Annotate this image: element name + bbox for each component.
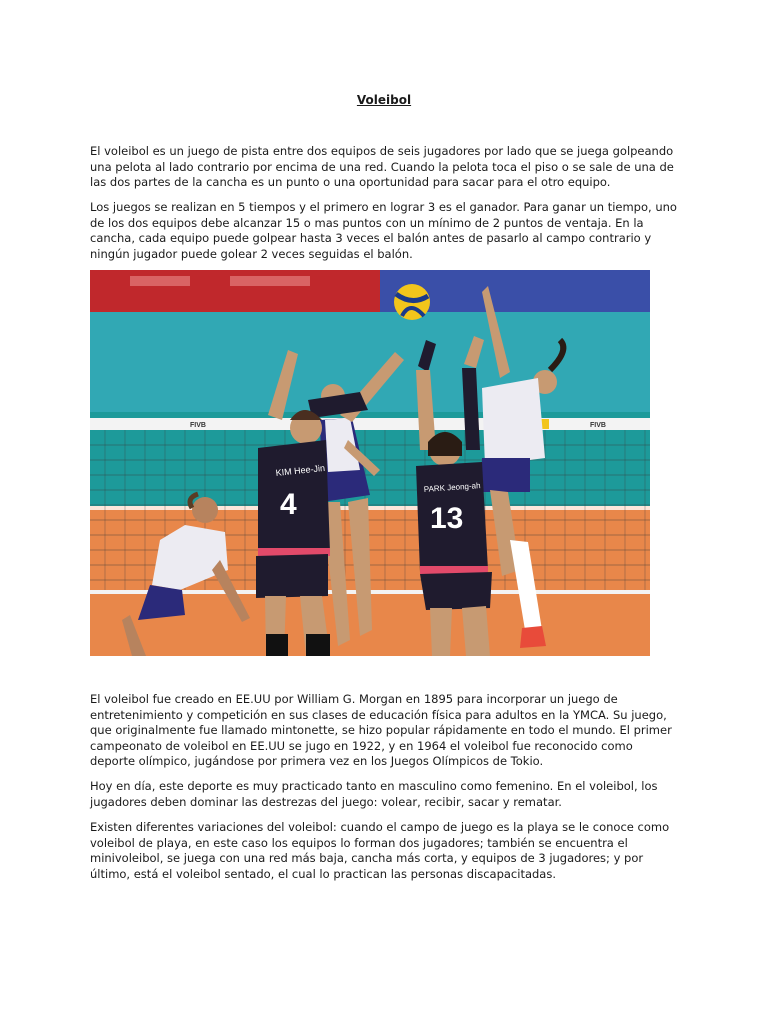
paragraph-5: Existen diferentes variaciones del voleibol: cuando el campo de juego es la playa se le conoce como voleibol de playa, en este caso los equipos lo forman dos jugadores; también se encuentra el minivoleibol, se juega con una red más baja, cancha más corta, y equipos de 3 jugadores; y por último, está el voleibol sentado, el cual lo practican las personas discapacitadas. [90,820,670,881]
volleyball-icon [394,284,430,320]
jersey-name-left: KIM Hee-Jin [275,462,326,478]
volleyball-photo [90,270,650,656]
document-title: Voleibol [356,93,412,107]
jersey-name-right: PARK Jeong-ah [423,481,481,494]
net-brand-right: FIVB [590,422,606,429]
paragraph-4: Hoy en día, este deporte es muy practicado tanto en masculino como femenino. En el voleibol, los jugadores deben dominar las destrezas del juego: volear, recibir, sacar y rematar. [90,779,658,809]
paragraph-2: Los juegos se realizan en 5 tiempos y el primero en lograr 3 es el ganador. Para ganar un tiempo, uno de los dos equipos debe alcanzar 15 o mas puntos con un mínimo de 2 puntos de ventaja. En la cancha, cada equipo puede golpear hasta 3 veces el balón antes de pasarlo al campo contrario y ningún jugador puede golear 2 veces seguidas el balón. [90,200,677,261]
paragraph-1: El voleibol es un juego de pista entre dos equipos de seis jugadores por lado que se juega golpeando una pelota al lado contrario por encima de una red. Cuando la pelota toca el piso o se sale de una de las dos partes de la cancha es un punto o una oportunidad para sacar para el otro equipo. [90,144,674,189]
net-brand-left: FIVB [190,422,206,429]
jersey-number-left: 4 [280,488,297,521]
jersey-number-right: 13 [430,502,464,535]
paragraph-3: El voleibol fue creado en EE.UU por William G. Morgan en 1895 para incorporar un juego de entretenimiento y competición en sus clases de educación física para adultos en la YMCA. Su juego, que originalmente fue llamado mintonette, se hizo popular rápidamente en todo el mundo. El primer campeonato de voleibol en EE.UU se jugo en 1922, y en 1964 el voleibol fue reconocido como deporte olímpico, jugándose por primera vez en los Juegos Olímpicos de Tokio. [90,692,672,768]
